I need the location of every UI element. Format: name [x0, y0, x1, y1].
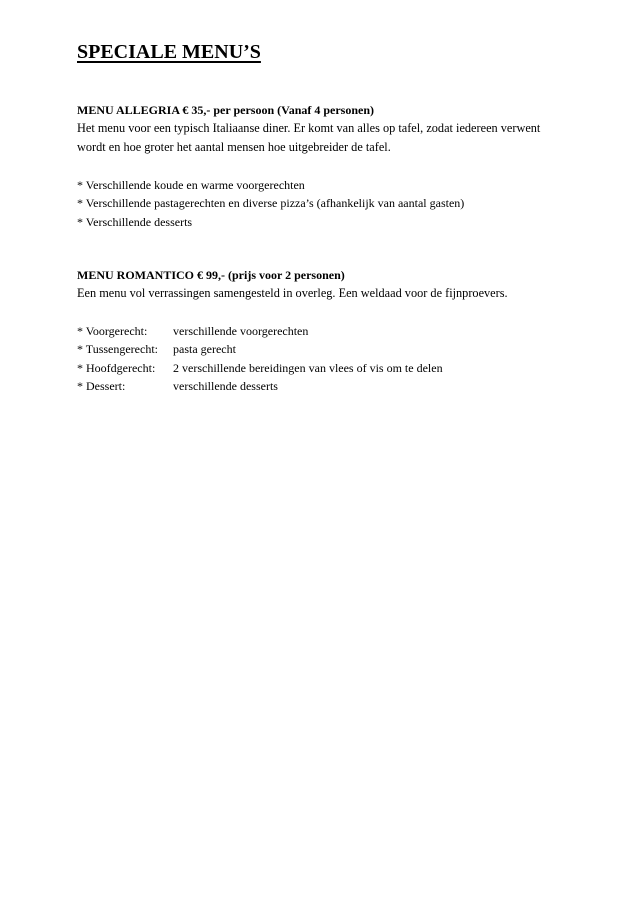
course-value: 2 verschillende bereidingen van vlees of vis om te delen: [173, 360, 443, 375]
menu-romantico-section: [77, 266, 617, 395]
menu-allegria-section: [77, 101, 617, 231]
course-label: * Hoofdgerecht:: [77, 360, 156, 375]
description-line: wordt en hoe groter het aantal mensen hoe uitgebreider de tafel.: [77, 140, 391, 154]
course-value: verschillende voorgerechten: [173, 324, 309, 338]
course-value: verschillende desserts: [173, 378, 278, 393]
menu-romantico-courses: [77, 322, 617, 395]
menu-allegria-heading: MENU ALLEGRIA € 35,- per persoon (Vanaf 4 personen): [77, 103, 375, 117]
course-label: * Voorgerecht:: [77, 324, 148, 338]
course-label: * Tussengerecht:: [77, 342, 158, 357]
menu-allegria-items: [77, 176, 617, 231]
menu-romantico-heading: MENU ROMANTICO € 99,- (prijs voor 2 personen): [77, 268, 345, 282]
description-line: Een menu vol verrassingen samengesteld in overleg. Een weldaad voor de fijnproevers.: [77, 286, 508, 300]
description-line: Het menu voor een typisch Italiaanse diner. Er komt van alles op tafel, zodat iedereen verwent: [77, 121, 541, 135]
course-value: pasta gerecht: [173, 342, 236, 357]
course-row: [77, 359, 617, 377]
page-title: SPECIALE MENU’S: [77, 41, 261, 63]
menu-allegria-description: [77, 119, 617, 157]
list-item: * Verschillende pastagerechten en diverse pizza’s (afhankelijk van aantal gasten): [77, 196, 465, 211]
list-item: * Verschillende desserts: [77, 214, 193, 229]
menu-romantico-description: [77, 284, 617, 303]
course-row: [77, 322, 617, 340]
list-item: * Verschillende koude en warme voorgerechten: [77, 178, 305, 192]
course-row: [77, 340, 617, 358]
course-label: * Dessert:: [77, 378, 126, 393]
course-row: [77, 377, 617, 395]
